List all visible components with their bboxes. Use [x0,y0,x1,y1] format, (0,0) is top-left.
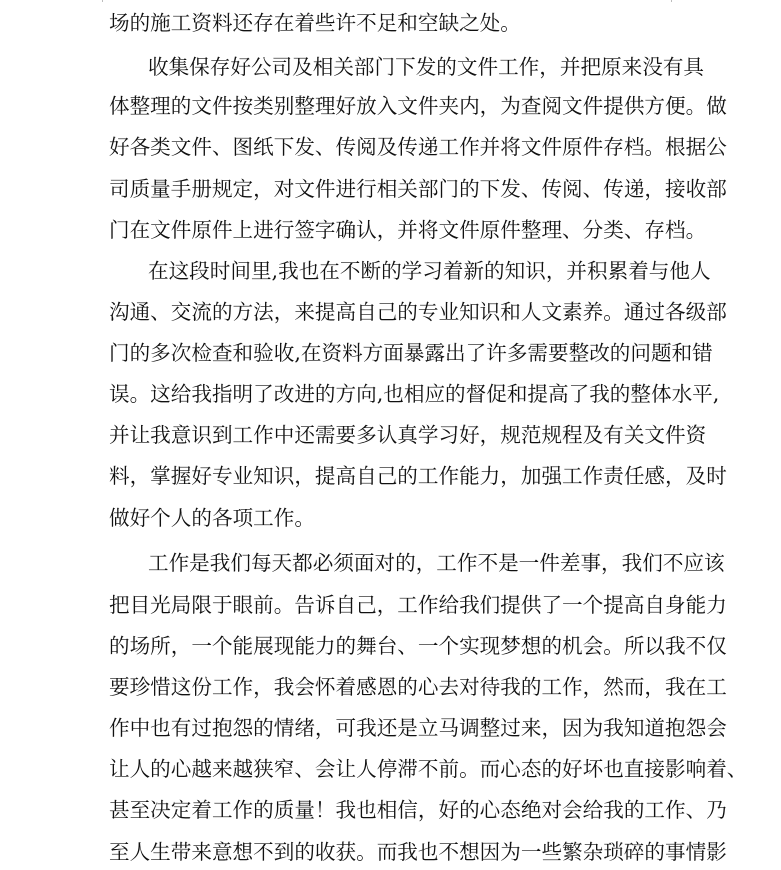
text-line: 工作是我们每天都必须面对的，工作不是一件差事，我们不应该 [148,551,725,575]
text-line: 沟通、交流的方法，来提高自己的专业知识和人文素养。通过各级部 [109,300,727,324]
text-line: 料，掌握好专业知识，提高自己的工作能力，加强工作责任感，及时 [109,464,727,488]
text-line: 甚至决定着工作的质量！我也相信，好的心态绝对会给我的工作、乃 [109,798,727,822]
text-line: 让人的心越来越狭窄、会让人停滞不前。而心态的好坏也直接影响着、 [109,757,748,781]
text-line: 要珍惜这份工作，我会怀着感恩的心去对待我的工作，然而，我在工 [109,675,727,699]
text-line: 体整理的文件按类别整理好放入文件夹内，为查阅文件提供方便。做 [109,94,727,118]
text-line: 的场所，一个能展现能力的舞台、一个实现梦想的机会。所以我不仅 [109,634,727,658]
text-line: 收集保存好公司及相关部门下发的文件工作，并把原来没有具 [148,55,705,79]
text-line: 司质量手册规定，对文件进行相关部门的下发、传阅、传递，接收部 [109,177,727,201]
text-line: 好各类文件、图纸下发、传阅及传递工作并将文件原件存档。根据公 [109,135,727,159]
text-line: 场的施工资料还存在着些许不足和空缺之处。 [109,11,521,35]
text-line: 门在文件原件上进行签字确认，并将文件原件整理、分类、存档。 [109,218,707,242]
text-line: 并让我意识到工作中还需要多认真学习好，规范规程及有关文件资 [109,423,707,447]
text-line: 至人生带来意想不到的收获。而我也不想因为一些繁杂琐碎的事情影 [109,840,727,864]
text-line: 门的多次检查和验收,在资料方面暴露出了许多需要整改的问题和错 [109,341,713,365]
text-line: 误。这给我指明了改进的方向,也相应的督促和提高了我的整体水平, [109,382,720,406]
text-line: 做好个人的各项工作。 [109,506,315,530]
page-margin-corner-right [671,0,686,2]
text-line: 在这段时间里,我也在不断的学习着新的知识，并积累着与他人 [148,259,711,283]
page-margin-corner-left [88,0,103,2]
text-line: 把目光局限于眼前。告诉自己，工作给我们提供了一个提高自身能力 [109,593,727,617]
text-line: 作中也有过抱怨的情绪，可我还是立马调整过来，因为我知道抱怨会 [109,716,727,740]
